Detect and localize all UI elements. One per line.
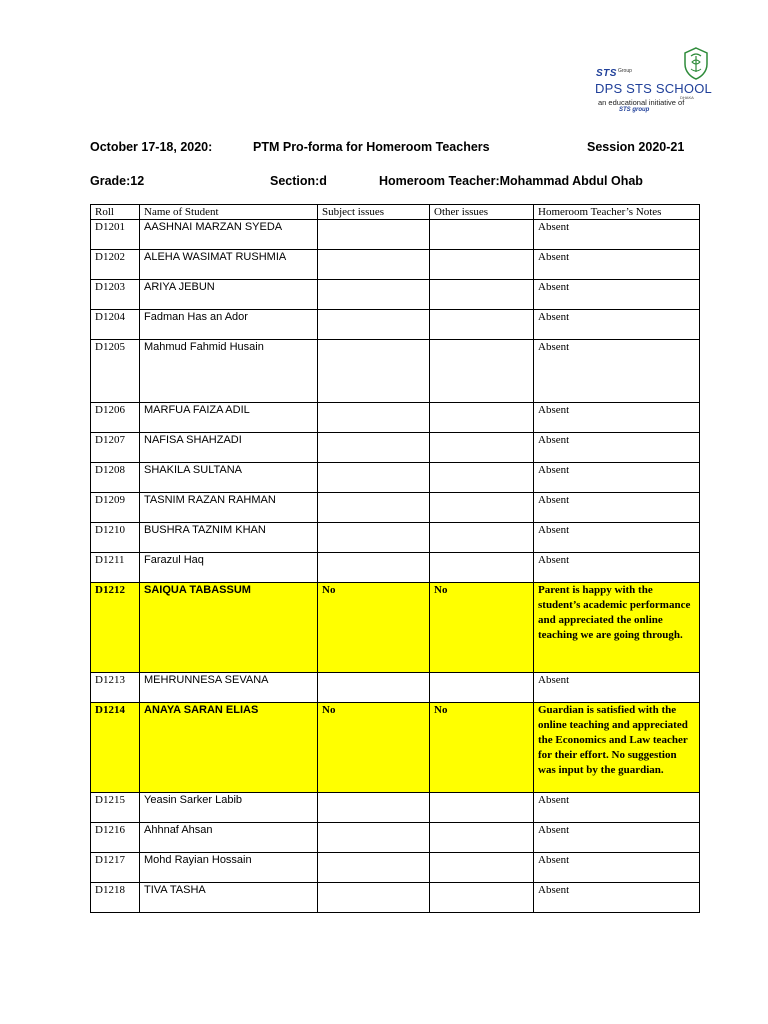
roll-cell: D1206 bbox=[91, 403, 140, 433]
teacher-notes-cell: Parent is happy with the student’s academic performance and appreciated the online teaching we are going through. bbox=[534, 583, 700, 673]
column-header-subject-issues: Subject issues bbox=[318, 205, 430, 220]
initiative-group: STS group bbox=[619, 107, 650, 113]
other-issues-cell bbox=[430, 433, 534, 463]
table-row bbox=[91, 703, 700, 793]
table-row bbox=[91, 793, 700, 823]
student-name-cell: AASHNAI MARZAN SYEDA bbox=[140, 220, 318, 250]
subject-issues-cell bbox=[318, 823, 430, 853]
initiative-text: an educational initiative of bbox=[598, 98, 685, 107]
subject-issues-cell bbox=[318, 310, 430, 340]
student-name-cell: Farazul Haq bbox=[140, 553, 318, 583]
roll-cell: D1204 bbox=[91, 310, 140, 340]
teacher-notes-cell: Absent bbox=[534, 250, 700, 280]
roll-cell: D1212 bbox=[91, 583, 140, 673]
roll-cell: D1202 bbox=[91, 250, 140, 280]
subject-issues-cell bbox=[318, 883, 430, 913]
subject-issues-cell bbox=[318, 493, 430, 523]
table-row bbox=[91, 673, 700, 703]
column-header-roll: Roll bbox=[91, 205, 140, 220]
subject-issues-cell bbox=[318, 793, 430, 823]
other-issues-cell bbox=[430, 853, 534, 883]
roll-cell: D1203 bbox=[91, 280, 140, 310]
subject-issues-cell bbox=[318, 523, 430, 553]
student-name-cell: SHAKILA SULTANA bbox=[140, 463, 318, 493]
teacher-notes-cell: Absent bbox=[534, 280, 700, 310]
roll-cell: D1207 bbox=[91, 433, 140, 463]
meeting-date: October 17-18, 2020: bbox=[90, 140, 213, 154]
teacher-notes-cell: Absent bbox=[534, 793, 700, 823]
school-city: DHAKA bbox=[680, 95, 694, 100]
table-row bbox=[91, 883, 700, 913]
other-issues-cell bbox=[430, 523, 534, 553]
table-row bbox=[91, 220, 700, 250]
other-issues-cell bbox=[430, 250, 534, 280]
student-name-cell: TIVA TASHA bbox=[140, 883, 318, 913]
teacher-notes-cell: Absent bbox=[534, 310, 700, 340]
school-name: DPS STS SCHOOL bbox=[595, 81, 712, 96]
other-issues-cell bbox=[430, 340, 534, 403]
roll-cell: D1205 bbox=[91, 340, 140, 403]
subject-issues-cell bbox=[318, 853, 430, 883]
teacher-notes-cell: Absent bbox=[534, 553, 700, 583]
roll-cell: D1214 bbox=[91, 703, 140, 793]
student-name-cell: ARIYA JEBUN bbox=[140, 280, 318, 310]
table-row bbox=[91, 553, 700, 583]
document-title: PTM Pro-forma for Homeroom Teachers bbox=[253, 140, 490, 154]
subject-issues-cell bbox=[318, 673, 430, 703]
other-issues-cell bbox=[430, 553, 534, 583]
subject-issues-cell: No bbox=[318, 703, 430, 793]
roll-cell: D1216 bbox=[91, 823, 140, 853]
student-name-cell: TASNIM RAZAN RAHMAN bbox=[140, 493, 318, 523]
section-label: Section:d bbox=[270, 174, 327, 188]
column-header-notes: Homeroom Teacher’s Notes bbox=[534, 205, 700, 220]
table-row bbox=[91, 493, 700, 523]
roll-cell: D1217 bbox=[91, 853, 140, 883]
teacher-notes-cell: Absent bbox=[534, 823, 700, 853]
subject-issues-cell bbox=[318, 553, 430, 583]
roll-cell: D1215 bbox=[91, 793, 140, 823]
school-logo bbox=[592, 46, 714, 118]
teacher-notes-cell: Absent bbox=[534, 403, 700, 433]
other-issues-cell bbox=[430, 403, 534, 433]
roll-cell: D1213 bbox=[91, 673, 140, 703]
other-issues-cell: No bbox=[430, 583, 534, 673]
subject-issues-cell bbox=[318, 403, 430, 433]
student-name-cell: Ahhnaf Ahsan bbox=[140, 823, 318, 853]
teacher-notes-cell: Guardian is satisfied with the online teaching and appreciated the Economics and Law teacher for their effort. No suggestion was input by the guardian. bbox=[534, 703, 700, 793]
table-row bbox=[91, 433, 700, 463]
table-row bbox=[91, 523, 700, 553]
table-header-row bbox=[91, 205, 700, 220]
student-name-cell: NAFISA SHAHZADI bbox=[140, 433, 318, 463]
subject-issues-cell bbox=[318, 220, 430, 250]
other-issues-cell bbox=[430, 220, 534, 250]
column-header-other-issues: Other issues bbox=[430, 205, 534, 220]
teacher-notes-cell: Absent bbox=[534, 523, 700, 553]
table-row bbox=[91, 250, 700, 280]
table-row bbox=[91, 463, 700, 493]
subject-issues-cell bbox=[318, 433, 430, 463]
student-name-cell: MARFUA FAIZA ADIL bbox=[140, 403, 318, 433]
teacher-notes-cell: Absent bbox=[534, 853, 700, 883]
other-issues-cell bbox=[430, 493, 534, 523]
roll-cell: D1210 bbox=[91, 523, 140, 553]
student-name-cell: MEHRUNNESA SEVANA bbox=[140, 673, 318, 703]
table-row bbox=[91, 310, 700, 340]
roll-cell: D1211 bbox=[91, 553, 140, 583]
student-name-cell: SAIQUA TABASSUM bbox=[140, 583, 318, 673]
roll-cell: D1218 bbox=[91, 883, 140, 913]
sts-group-label: Group bbox=[618, 68, 632, 74]
ptm-table bbox=[90, 204, 700, 913]
student-name-cell: Mohd Rayian Hossain bbox=[140, 853, 318, 883]
grade-label: Grade:12 bbox=[90, 174, 145, 188]
teacher-notes-cell: Absent bbox=[534, 493, 700, 523]
session-label: Session 2020-21 bbox=[587, 140, 685, 154]
teacher-notes-cell: Absent bbox=[534, 463, 700, 493]
teacher-notes-cell: Absent bbox=[534, 340, 700, 403]
subject-issues-cell: No bbox=[318, 583, 430, 673]
table-row bbox=[91, 403, 700, 433]
teacher-notes-cell: Absent bbox=[534, 883, 700, 913]
column-header-name: Name of Student bbox=[140, 205, 318, 220]
roll-cell: D1209 bbox=[91, 493, 140, 523]
other-issues-cell bbox=[430, 823, 534, 853]
student-name-cell: Yeasin Sarker Labib bbox=[140, 793, 318, 823]
other-issues-cell bbox=[430, 673, 534, 703]
other-issues-cell bbox=[430, 793, 534, 823]
table-row bbox=[91, 340, 700, 403]
table-row bbox=[91, 853, 700, 883]
table-row bbox=[91, 583, 700, 673]
table-row bbox=[91, 280, 700, 310]
student-name-cell: ANAYA SARAN ELIAS bbox=[140, 703, 318, 793]
other-issues-cell bbox=[430, 280, 534, 310]
subject-issues-cell bbox=[318, 340, 430, 403]
student-name-cell: Fadman Has an Ador bbox=[140, 310, 318, 340]
other-issues-cell bbox=[430, 883, 534, 913]
other-issues-cell bbox=[430, 310, 534, 340]
student-name-cell: BUSHRA TAZNIM KHAN bbox=[140, 523, 318, 553]
subject-issues-cell bbox=[318, 463, 430, 493]
sts-logo-text: STS bbox=[596, 68, 617, 79]
roll-cell: D1208 bbox=[91, 463, 140, 493]
student-name-cell: ALEHA WASIMAT RUSHMIA bbox=[140, 250, 318, 280]
subject-issues-cell bbox=[318, 280, 430, 310]
subject-issues-cell bbox=[318, 250, 430, 280]
table-row bbox=[91, 823, 700, 853]
other-issues-cell bbox=[430, 463, 534, 493]
teacher-notes-cell: Absent bbox=[534, 220, 700, 250]
school-emblem-icon bbox=[682, 46, 710, 80]
teacher-notes-cell: Absent bbox=[534, 433, 700, 463]
student-name-cell: Mahmud Fahmid Husain bbox=[140, 340, 318, 403]
teacher-notes-cell: Absent bbox=[534, 673, 700, 703]
homeroom-teacher-label: Homeroom Teacher:Mohammad Abdul Ohab bbox=[379, 174, 643, 188]
roll-cell: D1201 bbox=[91, 220, 140, 250]
other-issues-cell: No bbox=[430, 703, 534, 793]
